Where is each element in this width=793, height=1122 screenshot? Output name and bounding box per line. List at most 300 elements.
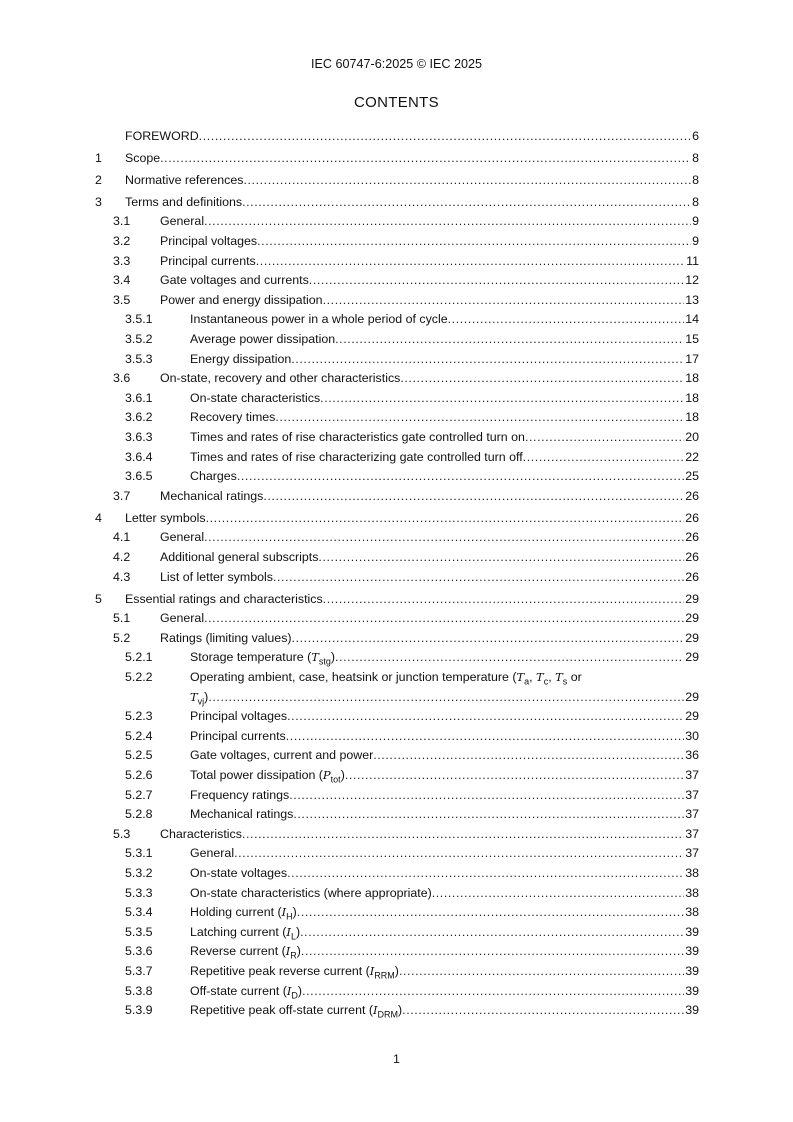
section-number: 3.5.1 <box>125 312 153 327</box>
page-reference: 8 <box>692 150 699 165</box>
page-reference: 26 <box>685 510 699 525</box>
dot-leader <box>287 864 684 884</box>
section-number: 5.3.7 <box>125 963 153 978</box>
title-text: Repetitive peak reverse current ( <box>190 963 370 978</box>
title-text: Times and rates of rise characterizing gate controlled turn off <box>190 449 523 464</box>
page-reference: 26 <box>685 569 699 584</box>
page-reference: 38 <box>685 865 699 880</box>
dot-leader <box>525 428 684 448</box>
section-number: 5.2.5 <box>125 748 153 763</box>
section-number: 5.2 <box>113 630 131 645</box>
toc-entry[interactable] <box>95 528 699 548</box>
dot-leader <box>256 252 685 272</box>
toc-entry[interactable] <box>95 568 699 588</box>
section-title <box>190 982 302 1002</box>
page-title: CONTENTS <box>354 94 439 111</box>
dot-leader <box>204 609 684 629</box>
section-number: 5.2.3 <box>125 709 153 724</box>
dot-leader <box>234 844 684 864</box>
section-number: 5.3.1 <box>125 846 153 861</box>
section-number: 5.2.4 <box>125 728 153 743</box>
page-reference: 39 <box>685 1003 699 1018</box>
page-reference: 8 <box>692 172 699 187</box>
dot-leader <box>160 149 691 169</box>
section-title <box>160 232 257 252</box>
table-of-contents <box>95 124 699 1021</box>
page-reference: 37 <box>685 768 699 782</box>
toc-entry[interactable] <box>95 408 699 428</box>
title-text: Essential ratings and characteristics <box>125 591 323 606</box>
symbol-subscript: vj <box>197 696 205 707</box>
toc-entry[interactable] <box>95 648 699 668</box>
title-text: Power and energy dissipation <box>160 292 323 307</box>
section-title <box>160 825 242 845</box>
title-text: ) <box>295 924 301 939</box>
dot-leader <box>323 590 685 610</box>
section-title <box>190 467 237 487</box>
title-text: or <box>567 670 582 685</box>
title-text: Charges <box>190 469 237 484</box>
section-number: 3.5.3 <box>125 351 153 366</box>
section-title <box>190 428 525 448</box>
section-number: 3.1 <box>113 214 131 229</box>
page-reference: 29 <box>685 689 699 704</box>
toc-entry[interactable] <box>95 942 699 962</box>
toc-entry[interactable] <box>95 232 699 252</box>
section-number: 2 <box>95 172 102 187</box>
section-number: 5.3.8 <box>125 983 153 998</box>
toc-entry[interactable] <box>95 982 699 1002</box>
title-text: On-state characteristics <box>190 390 321 405</box>
section-title <box>190 746 373 766</box>
toc-entry[interactable] <box>95 962 699 982</box>
toc-entry[interactable] <box>95 350 699 370</box>
page-reference: 22 <box>685 449 699 464</box>
symbol: I <box>369 963 375 978</box>
title-text: Energy dissipation <box>190 351 292 366</box>
section-title <box>190 766 345 786</box>
section-number: 3.2 <box>113 233 131 248</box>
page-reference: 12 <box>685 273 699 288</box>
section-number: 3.6.1 <box>125 390 153 405</box>
page-reference: 15 <box>685 331 699 346</box>
dot-leader <box>399 962 684 982</box>
symbol: T <box>555 670 563 685</box>
title-text: ) <box>296 944 301 959</box>
symbol: T <box>190 689 198 704</box>
toc-entry[interactable] <box>95 171 699 191</box>
symbol-subscript: tot <box>330 774 341 785</box>
section-title <box>190 844 234 864</box>
section-number: 5.3 <box>113 826 131 841</box>
dot-leader <box>243 171 691 191</box>
toc-entry[interactable] <box>95 864 699 884</box>
dot-leader <box>335 330 684 350</box>
title-text: Total power dissipation ( <box>190 768 323 782</box>
section-title <box>160 568 273 588</box>
document-header: IEC 60747-6:2025 © IEC 2025 <box>310 57 482 71</box>
dot-leader <box>292 629 685 649</box>
title-text: ) <box>292 905 297 920</box>
dot-leader <box>257 232 691 252</box>
section-title <box>190 805 293 825</box>
toc-entry[interactable] <box>95 149 699 169</box>
title-text: General <box>160 530 205 545</box>
page-reference: 29 <box>685 630 699 645</box>
section-title <box>190 389 320 409</box>
toc-entry[interactable] <box>95 629 699 649</box>
dot-leader <box>300 923 684 943</box>
toc-entry[interactable] <box>95 487 699 507</box>
section-title <box>125 590 323 610</box>
page-reference: 39 <box>685 983 699 998</box>
title-text: Times and rates of rise characteristics gate controlled turn on <box>190 429 525 444</box>
title-text: ) <box>398 1003 403 1018</box>
page-reference: 18 <box>685 390 699 405</box>
toc-entry[interactable] <box>95 903 699 923</box>
title-text: Average power dissipation <box>190 331 336 346</box>
dot-leader <box>402 1001 684 1021</box>
dot-leader <box>199 127 691 147</box>
title-text: ) <box>297 983 303 998</box>
toc-entry[interactable] <box>95 786 699 806</box>
symbol: T <box>311 650 319 665</box>
section-number: 3.7 <box>113 488 131 503</box>
dot-leader <box>273 568 684 588</box>
section-title <box>160 369 400 389</box>
section-number: 1 <box>95 150 102 165</box>
title-text: Frequency ratings <box>190 787 290 802</box>
toc-entry[interactable] <box>95 509 699 529</box>
section-number: 3.6.2 <box>125 410 153 425</box>
toc-entry[interactable] <box>95 212 699 232</box>
page-reference: 9 <box>692 233 699 248</box>
toc-entry[interactable] <box>95 448 699 468</box>
page-reference: 9 <box>692 214 699 229</box>
dot-leader <box>237 467 684 487</box>
toc-entry[interactable] <box>95 727 699 747</box>
page-reference: 30 <box>685 728 699 743</box>
title-text: Gate voltages, current and power <box>190 748 374 763</box>
section-number: 4.1 <box>113 530 131 545</box>
page-reference: 26 <box>685 488 699 503</box>
section-title <box>125 509 206 529</box>
title-text: Additional general subscripts <box>160 549 319 564</box>
title-text: Letter symbols <box>125 510 206 525</box>
page-reference: 29 <box>685 650 699 665</box>
title-text: Terms and definitions <box>125 194 243 209</box>
symbol: I <box>285 944 291 959</box>
page-reference: 39 <box>685 944 699 959</box>
section-title <box>160 629 292 649</box>
page-reference: 8 <box>692 194 699 209</box>
page-reference: 18 <box>685 410 699 425</box>
symbol: T <box>536 670 544 685</box>
section-title <box>190 864 287 884</box>
dot-leader <box>302 982 684 1002</box>
toc-entry[interactable] <box>95 271 699 291</box>
section-title <box>190 310 448 330</box>
section-title <box>190 727 286 747</box>
section-number: 4 <box>95 510 102 525</box>
section-number: 4.3 <box>113 569 131 584</box>
section-title <box>190 330 335 350</box>
section-number: 5.2.1 <box>125 650 153 665</box>
section-title <box>160 609 204 629</box>
dot-leader <box>523 448 685 468</box>
title-text: FOREWORD <box>125 128 199 143</box>
title-text: Repetitive peak off-state current ( <box>190 1003 373 1018</box>
page-reference: 25 <box>685 469 699 484</box>
section-title <box>190 707 287 727</box>
symbol-subscript: a <box>524 676 530 687</box>
dot-leader <box>275 408 684 428</box>
dot-leader <box>293 805 684 825</box>
section-number: 3.6.3 <box>125 429 153 444</box>
dot-leader <box>204 528 684 548</box>
section-number: 3.6.4 <box>125 449 153 464</box>
toc-entry[interactable] <box>95 193 699 213</box>
symbol-subscript: RRM <box>374 970 395 981</box>
section-title <box>125 149 160 169</box>
title-text: Instantaneous power in a whole period of cycle <box>190 312 448 327</box>
title-text: , <box>548 670 556 685</box>
toc-entry[interactable] <box>95 766 699 786</box>
section-number: 5.2.8 <box>125 807 153 822</box>
title-text: , <box>529 670 537 685</box>
symbol-subscript: DRM <box>377 1009 399 1020</box>
section-title <box>190 648 335 668</box>
symbol: I <box>281 905 287 920</box>
section-number: 5.2.2 <box>125 670 153 685</box>
toc-entry[interactable] <box>95 590 699 610</box>
title-text: On-state characteristics (where appropriate) <box>190 885 432 900</box>
section-number: 5.3.4 <box>125 905 153 920</box>
toc-entry[interactable] <box>95 252 699 272</box>
page-reference: 17 <box>685 351 699 366</box>
dot-leader <box>301 942 684 962</box>
section-title <box>160 528 204 548</box>
section-number: 3.5 <box>113 292 131 307</box>
dot-leader <box>309 271 684 291</box>
toc-entry[interactable] <box>95 369 699 389</box>
dot-leader <box>320 389 684 409</box>
dot-leader <box>400 369 684 389</box>
toc-entry[interactable] <box>95 548 699 568</box>
section-title <box>190 668 582 688</box>
section-number: 5.3.2 <box>125 865 153 880</box>
toc-entry[interactable] <box>95 609 699 629</box>
dot-leader <box>204 212 691 232</box>
section-title <box>190 903 297 923</box>
toc-entry[interactable] <box>95 668 699 688</box>
toc-entry[interactable] <box>95 746 699 766</box>
section-title <box>160 548 318 568</box>
title-text: Principal voltages <box>160 233 258 248</box>
section-title <box>160 212 204 232</box>
section-number: 5.3.3 <box>125 885 153 900</box>
page-reference: 37 <box>685 846 699 861</box>
section-title <box>160 487 263 507</box>
toc-entry[interactable] <box>95 330 699 350</box>
title-text: Scope <box>125 150 161 165</box>
page-reference: 39 <box>685 963 699 978</box>
dot-leader <box>242 825 684 845</box>
page-reference: 37 <box>685 807 699 822</box>
symbol-subscript: stg <box>318 656 331 667</box>
title-text: General <box>190 846 235 861</box>
section-title <box>160 271 309 291</box>
toc-entry[interactable] <box>95 1001 699 1021</box>
symbol-subscript: D <box>291 990 298 1000</box>
title-text: Mechanical ratings <box>190 807 294 822</box>
section-number: 3.3 <box>113 253 131 268</box>
symbol: I <box>286 924 291 939</box>
title-text: Mechanical ratings <box>160 488 264 503</box>
section-title <box>160 291 323 311</box>
dot-leader <box>289 786 684 806</box>
toc-entry[interactable] <box>95 825 699 845</box>
page-reference: 38 <box>685 905 699 920</box>
toc-entry[interactable] <box>95 884 699 904</box>
toc-entry[interactable] <box>95 389 699 409</box>
title-text: Storage temperature ( <box>190 650 312 665</box>
title-text: List of letter symbols <box>160 569 273 584</box>
title-text: ) <box>394 963 399 978</box>
title-text: ) <box>330 650 336 665</box>
dot-leader <box>323 291 685 311</box>
section-number: 5.3.9 <box>125 1003 153 1018</box>
section-number: 5.2.6 <box>125 768 153 782</box>
section-title <box>190 884 432 904</box>
page-reference: 26 <box>685 530 699 545</box>
page-reference: 6 <box>692 128 699 143</box>
title-text: Normative references <box>125 172 244 187</box>
toc-entry[interactable] <box>95 467 699 487</box>
section-number: 3.6.5 <box>125 469 153 484</box>
page-reference: 29 <box>685 709 699 724</box>
section-title <box>125 171 243 191</box>
toc-entry[interactable] <box>95 805 699 825</box>
section-number: 3.5.2 <box>125 331 153 346</box>
dot-leader <box>297 903 684 923</box>
symbol-subscript: H <box>286 911 293 922</box>
title-text: On-state voltages <box>190 865 288 880</box>
title-text: ) <box>340 768 345 782</box>
page-reference: 37 <box>685 826 699 841</box>
section-title <box>190 942 301 962</box>
dot-leader <box>291 350 684 370</box>
dot-leader <box>345 766 684 786</box>
section-title <box>190 448 523 468</box>
section-title <box>190 350 291 370</box>
page-reference: 29 <box>685 591 699 606</box>
section-number: 3 <box>95 194 102 209</box>
title-text: Holding current ( <box>190 905 282 920</box>
dot-leader <box>318 548 684 568</box>
symbol: T <box>516 670 525 685</box>
dot-leader <box>335 648 684 668</box>
symbol-subscript: L <box>290 931 296 942</box>
section-number: 3.6 <box>113 371 131 386</box>
title-text: ) <box>204 689 209 704</box>
section-number: 5.2.7 <box>125 787 153 802</box>
section-title <box>125 193 242 213</box>
page-reference: 13 <box>685 292 699 307</box>
symbol: I <box>286 983 292 998</box>
page-reference: 29 <box>685 611 699 626</box>
title-text: Recovery times <box>190 410 276 425</box>
toc-entry[interactable] <box>95 923 699 943</box>
title-text: Reverse current ( <box>190 944 286 959</box>
title-text: Latching current ( <box>190 924 287 939</box>
dot-leader <box>373 746 684 766</box>
section-title <box>160 252 256 272</box>
page-reference: 11 <box>686 253 699 268</box>
dot-leader <box>287 707 684 727</box>
symbol-subscript: R <box>290 950 297 961</box>
page-reference: 26 <box>685 549 699 564</box>
symbol: P <box>322 768 331 782</box>
dot-leader <box>263 487 684 507</box>
page-reference: 20 <box>685 429 699 444</box>
symbol-subscript: s <box>562 676 568 687</box>
page-reference: 18 <box>685 371 699 386</box>
section-title <box>190 1001 402 1021</box>
dot-leader <box>448 310 685 330</box>
page-reference: 39 <box>685 924 699 939</box>
section-number: 5.3.6 <box>125 944 153 959</box>
title-text: Ratings (limiting values) <box>160 630 292 645</box>
toc-entry[interactable] <box>95 310 699 330</box>
toc-entry[interactable] <box>95 844 699 864</box>
dot-leader <box>242 193 691 213</box>
page-reference: 14 <box>685 312 699 327</box>
section-number: 5.3.5 <box>125 924 153 939</box>
section-number: 5.1 <box>113 611 131 626</box>
section-title <box>190 962 399 982</box>
dot-leader <box>208 688 684 708</box>
title-text: Off-state current ( <box>190 983 287 998</box>
section-number: 4.2 <box>113 549 131 564</box>
toc-entry[interactable] <box>95 291 699 311</box>
section-title <box>190 408 275 428</box>
title-text: Characteristics <box>160 826 242 841</box>
section-title <box>125 127 199 147</box>
title-text: General <box>160 611 205 626</box>
title-text: Principal voltages <box>190 709 288 724</box>
toc-entry[interactable] <box>95 428 699 448</box>
dot-leader <box>206 509 685 529</box>
page-reference: 37 <box>685 787 699 802</box>
section-number: 3.4 <box>113 273 131 288</box>
section-title <box>190 923 300 943</box>
title-text: Principal currents <box>190 728 286 743</box>
toc-entry[interactable] <box>95 707 699 727</box>
toc-entry[interactable] <box>95 127 699 147</box>
symbol: I <box>372 1003 378 1018</box>
toc-entry-continuation[interactable] <box>95 688 699 708</box>
title-text: General <box>160 214 205 229</box>
title-text: On-state, recovery and other characteristics <box>160 371 401 386</box>
title-text: Operating ambient, case, heatsink or junction temperature ( <box>190 670 517 685</box>
section-title-continued <box>190 688 208 708</box>
section-number: 5 <box>95 591 102 606</box>
symbol-subscript: c <box>543 676 549 687</box>
page-reference: 38 <box>685 885 699 900</box>
dot-leader <box>286 727 684 747</box>
dot-leader <box>432 884 684 904</box>
